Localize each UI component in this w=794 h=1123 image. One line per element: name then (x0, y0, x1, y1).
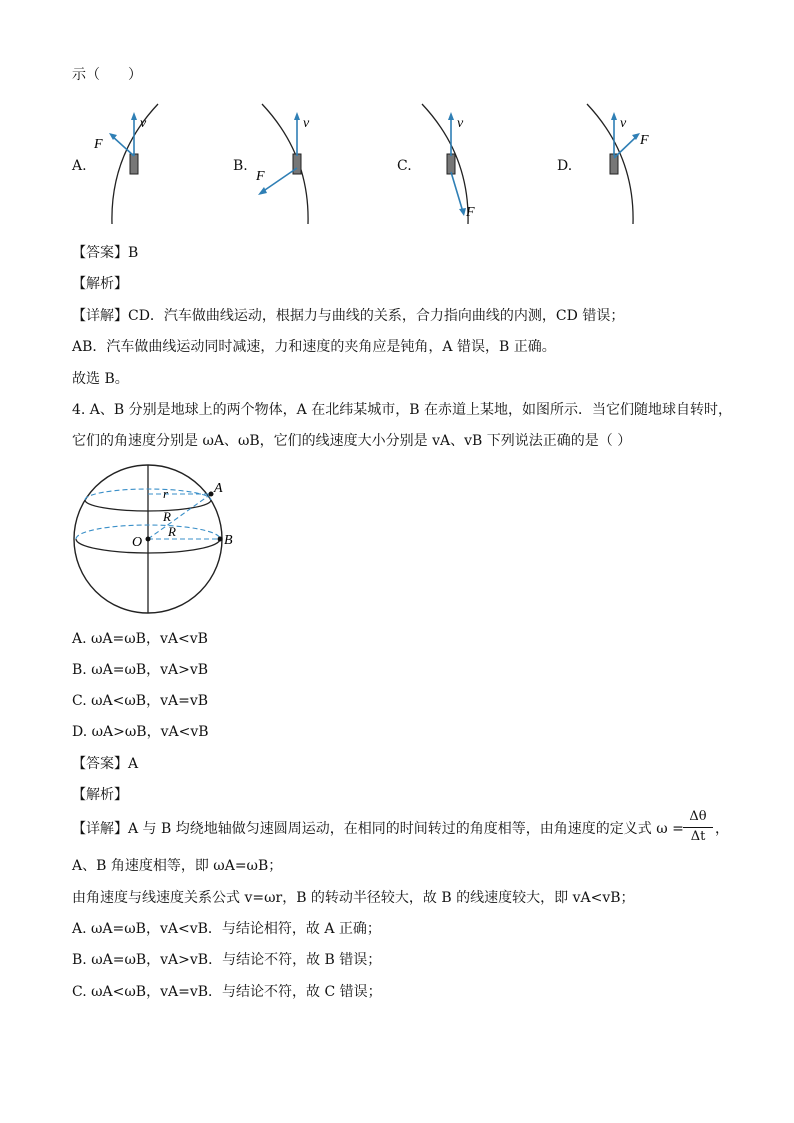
velocity-arrow-head (448, 112, 454, 120)
force-arrow (262, 168, 297, 192)
velocity-label: v (303, 116, 310, 131)
option-d-diagram (575, 100, 685, 230)
q4-option-c: C. ωA<ωB，vA=vB (72, 693, 209, 709)
label-r: r (163, 486, 169, 501)
q4-stem-line-2: 它们的角速度分别是 ωA、ωB，它们的线速度大小分别是 vA、vB 下列说法正确的是（ ） (72, 433, 632, 449)
q4-stem-line-1: 4. A、B 分别是地球上的两个物体，A 在北纬某城市，B 在赤道上某地，如图所示．当它们随地球自转时， (72, 402, 732, 418)
velocity-arrow-head (294, 112, 300, 120)
force-label: F (640, 133, 649, 148)
q4-check-a: A. ωA=ωB，vA<vB．与结论相符，故 A 正确； (72, 921, 381, 937)
force-label: F (94, 137, 103, 152)
option-a-diagram (90, 100, 200, 230)
option-c-diagram (410, 100, 520, 230)
car-block (293, 154, 301, 174)
force-arrow (112, 136, 134, 156)
q4-analysis-title: 【解析】 (72, 787, 128, 803)
formula-numerator: Δθ (689, 809, 707, 824)
force-label: F (466, 205, 475, 220)
option-b-diagram (250, 100, 360, 230)
q4-detail-1-end: ， (715, 821, 729, 837)
question-3-tail: 示（ ） (72, 67, 142, 83)
point-b (218, 537, 223, 542)
car-block (130, 154, 138, 174)
q3-answer: 【答案】B (72, 245, 139, 261)
velocity-arrow-head (131, 112, 137, 120)
label-o: O (132, 535, 143, 550)
q3-conclusion: 故选 B。 (72, 371, 129, 387)
q3-detail-1: 【详解】CD．汽车做曲线运动，根据力与曲线的关系，合力指向曲线的内测，CD 错误； (72, 308, 625, 324)
q3-detail-2: AB．汽车做曲线运动同时减速，力和速度的夹角应是钝角，A 错误，B 正确。 (72, 339, 556, 355)
radius-R-to-A (148, 494, 211, 539)
velocity-arrow-head (611, 112, 617, 120)
q4-option-d: D. ωA>ωB，vA<vB (72, 724, 209, 740)
q4-detail-1: 【详解】A 与 B 均绕地轴做匀速圆周运动，在相同的时间转过的角度相等，由角速度的定义式 ω = (72, 821, 684, 837)
q4-answer: 【答案】A (72, 756, 139, 772)
point-o (146, 537, 151, 542)
option-d-label: D. (557, 158, 573, 174)
velocity-label: v (620, 116, 627, 131)
force-arrow-head (459, 208, 466, 216)
force-label: F (256, 169, 265, 184)
q4-check-c: C. ωA<ωB，vA=vB．与结论不符，故 C 错误； (72, 984, 382, 1000)
q4-check-b: B. ωA=ωB，vA>vB．与结论不符，故 B 错误； (72, 952, 382, 968)
earth-diagram (66, 462, 246, 617)
q4-detail-2: A、B 角速度相等，即 ωA=ωB； (72, 858, 283, 874)
formula-fraction-bar (683, 827, 713, 828)
formula-denominator: Δt (690, 828, 706, 844)
q4-option-b: B. ωA=ωB，vA>vB (72, 662, 209, 678)
point-a (209, 492, 214, 497)
force-arrow (451, 172, 463, 212)
label-b: B (224, 533, 233, 548)
velocity-label: v (457, 116, 464, 131)
force-arrow-head (258, 187, 267, 195)
option-b-label: B. (233, 158, 248, 174)
car-block (447, 154, 455, 174)
option-c-label: C. (397, 158, 412, 174)
label-a: A (214, 481, 223, 496)
q4-option-a: A. ωA=ωB，vA<vB (72, 631, 208, 647)
angular-velocity-formula (683, 810, 713, 845)
q3-analysis-title: 【解析】 (72, 276, 128, 292)
option-a-label: A. (72, 158, 87, 174)
label-r-upper-1: R (163, 509, 171, 524)
q4-detail-3: 由角速度与线速度关系公式 v=ωr，B 的转动半径较大，故 B 的线速度较大，即 vA<vB； (72, 890, 635, 906)
velocity-label: v (140, 116, 147, 131)
label-r-upper-2: R (168, 524, 176, 539)
